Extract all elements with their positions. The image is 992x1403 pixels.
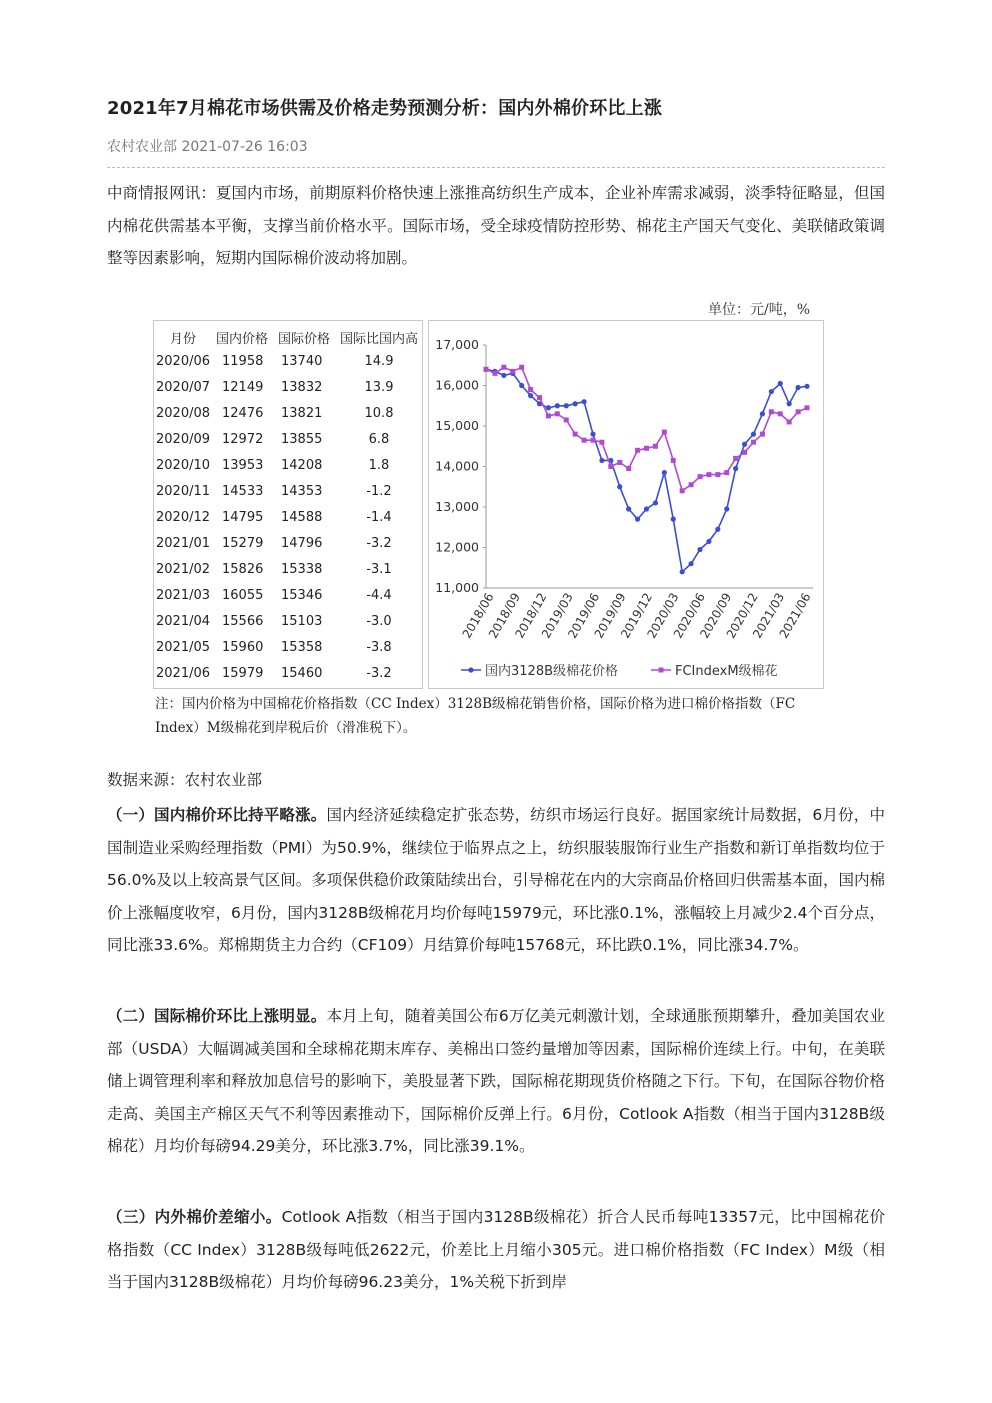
table-cell-diff: -3.2 — [366, 536, 392, 551]
series-1-point — [751, 432, 756, 437]
series-2-point — [787, 419, 792, 424]
series-2-point — [510, 369, 515, 374]
series-2-point — [582, 438, 587, 443]
series-2-point — [555, 411, 560, 416]
series-2-point — [599, 440, 604, 445]
series-2-point — [626, 466, 631, 471]
table-cell-diff: -3.0 — [366, 614, 392, 629]
series-1-point — [715, 527, 720, 532]
series-1-point — [760, 411, 765, 416]
table-cell-month: 2020/08 — [156, 406, 211, 421]
table-cell-domestic: 12149 — [222, 380, 264, 395]
x-tick-label: 2019/03 — [538, 590, 576, 641]
table-cell-domestic: 12476 — [222, 406, 264, 421]
series-2-point — [671, 458, 676, 463]
table-cell-diff: 1.8 — [368, 458, 390, 473]
series-2-point — [805, 405, 810, 410]
series-2-point — [715, 472, 720, 477]
series-2-point — [519, 365, 524, 370]
section-2-paragraph — [107, 1000, 885, 1163]
series-1-point — [795, 385, 800, 390]
table-cell-month: 2020/09 — [156, 432, 211, 447]
series-1-point — [501, 373, 506, 378]
unit-label: 单位：元/吨，% — [708, 302, 811, 318]
y-tick-label: 12,000 — [435, 539, 479, 555]
table-cell-domestic: 12972 — [222, 432, 264, 447]
section-1-paragraph — [107, 799, 885, 962]
x-tick-label: 2021/06 — [776, 590, 814, 641]
x-tick-label: 2018/09 — [485, 590, 524, 641]
table-cell-domestic: 11958 — [222, 354, 264, 369]
series-2-point — [724, 470, 729, 475]
section-1-body: 国内经济延续稳定扩张态势，纺织市场运行良好。据国家统计局数据，6月份，中国制造业采购经理指数（PMI）为50.9%，继续位于临界点之上，纺织服装服饰行业生产指数和新订单指数均位于56.0%及以上较高景气区间。多项保供稳价政策陆续出台，引导棉花在内的大宗商品价格回归供需基本面，国内棉价上涨幅度收窄，6月份，国内3128B级棉花月均价每吨15979元，环比涨0.1%，涨幅较上月减少2.4个百分点，同比涨33.6%。郑棉期货主力合约（CF109）月结算价每吨15768元，环比跌0.1%，同比涨34.7%。 — [107, 806, 885, 954]
series-1-point — [688, 561, 693, 566]
table-cell-diff: 13.9 — [364, 380, 394, 395]
table-cell-domestic: 15960 — [222, 640, 264, 655]
y-tick-label: 15,000 — [435, 418, 479, 433]
series-1-point — [581, 399, 586, 404]
table-cell-month: 2020/06 — [156, 354, 211, 369]
legend-label-2: FCIndexM级棉花 — [675, 664, 778, 679]
y-tick-label: 14,000 — [435, 458, 479, 474]
series-2-point — [751, 440, 756, 445]
table-cell-month: 2021/05 — [156, 640, 211, 655]
section-2-body: 本月上旬，随着美国公布6万亿美元刺激计划，全球通胀预期攀升，叠加美国农业部（USDA）大幅调减美国和全球棉花期末库存、美棉出口签约量增加等因素，国际棉价连续上行。中旬，在美联储上调管理利率和释放加息信号的影响下，美股显著下跌，国际棉花期现货价格随之下行。下旬，在国际谷物价格走高、美国主产棉区天气不利等因素推动下，国际棉价反弹上行。6月份，Cotlook A指数（相当于国内3128B级棉花）月均价每磅94.29美分，环比涨3.7%，同比涨39.1%。 — [107, 1007, 885, 1155]
section-3-heading: （三）内外棉价差缩小。 — [107, 1208, 282, 1226]
table-cell-international: 13832 — [281, 380, 323, 395]
table-header-cell: 月份 — [170, 332, 197, 347]
table-cell-diff: -3.1 — [366, 562, 392, 577]
table-cell-domestic: 14533 — [222, 484, 264, 499]
table-cell-month: 2020/11 — [156, 484, 211, 499]
table-cell-month: 2021/04 — [156, 614, 211, 629]
price-table — [153, 320, 423, 689]
series-1-point — [555, 403, 560, 408]
table-cell-international: 14796 — [281, 536, 323, 551]
source-line: 数据来源：农村农业部 — [107, 771, 263, 789]
table-cell-international: 14353 — [281, 484, 323, 499]
divider — [107, 167, 885, 168]
x-tick-label: 2020/06 — [670, 590, 708, 641]
article-title: 2021年7月棉花市场供需及价格走势预测分析：国内外棉价环比上涨 — [107, 98, 663, 119]
series-2-point — [689, 482, 694, 487]
series-2-point — [653, 444, 658, 449]
y-tick-label: 17,000 — [435, 337, 479, 352]
price-chart — [428, 320, 824, 689]
table-cell-month: 2021/01 — [156, 536, 211, 551]
series-1-point — [546, 405, 551, 410]
section-3-body: Cotlook A指数（相当于国内3128B级棉花）折合人民币每吨13357元，比中国棉花价格指数（CC Index）3128B级每吨低2622元，价差比上月缩小305元。进口棉价格指数（FC Index）M级（相当于国内3128B级棉花）月均价每磅96.23美分，1%关税下折到岸 — [107, 1208, 885, 1291]
table-cell-international: 15338 — [281, 562, 323, 577]
series-2-point — [537, 395, 542, 400]
table-cell-domestic: 15279 — [222, 536, 264, 551]
table-cell-domestic: 13953 — [222, 458, 264, 473]
table-cell-diff: -1.2 — [366, 484, 392, 499]
table-cell-international: 15103 — [281, 614, 323, 629]
x-tick-label: 2019/09 — [591, 590, 629, 641]
series-1-point — [706, 539, 711, 544]
x-tick-label: 2020/03 — [644, 590, 682, 641]
series-2-point — [501, 365, 506, 370]
table-cell-diff: -3.8 — [366, 640, 392, 655]
table-note: 注：国内价格为中国棉花价格指数（CC Index）3128B级棉花销售价格，国际价格为进口棉价格指数（FC Index）M级棉花到岸税后价（滑准税下）。 — [155, 696, 796, 736]
table-cell-international: 15460 — [281, 666, 323, 681]
series-2-point — [564, 417, 569, 422]
table-cell-month: 2021/06 — [156, 666, 211, 681]
series-2-point — [484, 367, 489, 372]
table-cell-international: 13821 — [281, 406, 323, 421]
price-chart-svg — [429, 321, 823, 688]
series-1-point — [528, 393, 533, 398]
section-1-heading: （一）国内棉价环比持平略涨。 — [107, 806, 327, 824]
table-cell-month: 2020/10 — [156, 458, 211, 473]
series-1-point — [680, 569, 685, 574]
series-2-point — [492, 371, 497, 376]
table-header-cell: 国内价格 — [215, 332, 268, 347]
x-tick-label: 2019/06 — [565, 590, 603, 641]
series-1-point — [573, 401, 578, 406]
table-cell-international: 13740 — [281, 354, 323, 369]
series-2-point — [608, 464, 613, 469]
table-cell-domestic: 15826 — [222, 562, 264, 577]
series-1-point — [626, 506, 631, 511]
table-cell-month: 2020/07 — [156, 380, 211, 395]
series-1-point — [769, 389, 774, 394]
table-cell-domestic: 15979 — [222, 666, 264, 681]
series-line-2 — [486, 367, 807, 491]
legend-marker-1 — [468, 667, 473, 672]
series-2-point — [769, 409, 774, 414]
legend-marker-2 — [659, 668, 664, 673]
series-2-point — [760, 432, 765, 437]
article-meta: 农村农业部 2021-07-26 16:03 — [107, 139, 308, 155]
intro-paragraph: 中商情报网讯：夏国内市场，前期原料价格快速上涨推高纺织生产成本，企业补库需求减弱，淡季特征略显，但国内棉花供需基本平衡，支撑当前价格水平。国际市场，受全球疫情防控形势、棉花主产国天气变化、美联储政策调整等因素影响，短期内国际棉价波动将加剧。 — [107, 184, 885, 267]
series-2-point — [796, 409, 801, 414]
series-2-point — [742, 450, 747, 455]
series-1-point — [742, 442, 747, 447]
y-tick-label: 13,000 — [435, 499, 479, 514]
table-cell-diff: 10.8 — [364, 406, 394, 421]
series-2-point — [733, 456, 738, 461]
series-2-point — [778, 411, 783, 416]
y-tick-label: 11,000 — [435, 580, 479, 595]
series-2-point — [573, 432, 578, 437]
table-cell-domestic: 14795 — [222, 510, 264, 525]
table-cell-domestic: 16055 — [222, 588, 264, 603]
x-tick-label: 2018/06 — [459, 590, 497, 641]
table-cell-diff: 14.9 — [364, 354, 394, 369]
table-cell-month: 2020/12 — [156, 510, 211, 525]
series-1-point — [697, 547, 702, 552]
series-2-point — [635, 448, 640, 453]
section-3-paragraph — [107, 1201, 885, 1299]
series-1-point — [617, 484, 622, 489]
table-cell-international: 13855 — [281, 432, 323, 447]
table-cell-domestic: 15566 — [222, 614, 264, 629]
table-cell-international: 15358 — [281, 640, 323, 655]
series-1-point — [804, 384, 809, 389]
series-1-point — [590, 432, 595, 437]
series-2-point — [662, 430, 667, 435]
table-cell-diff: -1.4 — [366, 510, 392, 525]
series-1-point — [644, 506, 649, 511]
series-1-point — [778, 381, 783, 386]
section-2-heading: （二）国际棉价环比上涨明显。 — [107, 1007, 327, 1025]
series-1-point — [635, 517, 640, 522]
x-tick-label: 2021/03 — [750, 590, 788, 641]
series-1-point — [662, 470, 667, 475]
series-2-point — [706, 472, 711, 477]
table-header-cell: 国际比国内高 — [339, 332, 418, 347]
x-tick-label: 2018/12 — [512, 590, 550, 641]
series-2-point — [698, 474, 703, 479]
series-line-1 — [486, 369, 807, 572]
series-2-point — [617, 460, 622, 465]
table-cell-month: 2021/02 — [156, 562, 211, 577]
series-1-point — [519, 383, 524, 388]
series-2-point — [680, 488, 685, 493]
table-header-cell: 国际价格 — [277, 332, 330, 347]
series-1-point — [787, 401, 792, 406]
series-1-point — [733, 466, 738, 471]
series-1-point — [599, 458, 604, 463]
series-1-point — [564, 403, 569, 408]
table-cell-diff: -3.2 — [366, 666, 392, 681]
series-2-point — [644, 446, 649, 451]
table-cell-international: 14588 — [281, 510, 323, 525]
x-tick-label: 2019/12 — [618, 590, 656, 641]
table-cell-diff: -4.4 — [366, 588, 392, 603]
table-cell-international: 14208 — [281, 458, 323, 473]
table-cell-month: 2021/03 — [156, 588, 211, 603]
x-tick-label: 2020/09 — [697, 590, 735, 641]
table-cell-diff: 6.8 — [368, 432, 390, 447]
x-tick-label: 2020/12 — [723, 590, 761, 641]
legend-label-1: 国内3128B级棉花价格 — [485, 664, 619, 679]
series-2-point — [591, 438, 596, 443]
series-2-point — [528, 387, 533, 392]
series-1-point — [671, 517, 676, 522]
series-1-point — [724, 506, 729, 511]
table-cell-international: 15346 — [281, 588, 323, 603]
series-2-point — [546, 413, 551, 418]
series-1-point — [653, 500, 658, 505]
y-tick-label: 16,000 — [435, 377, 479, 393]
